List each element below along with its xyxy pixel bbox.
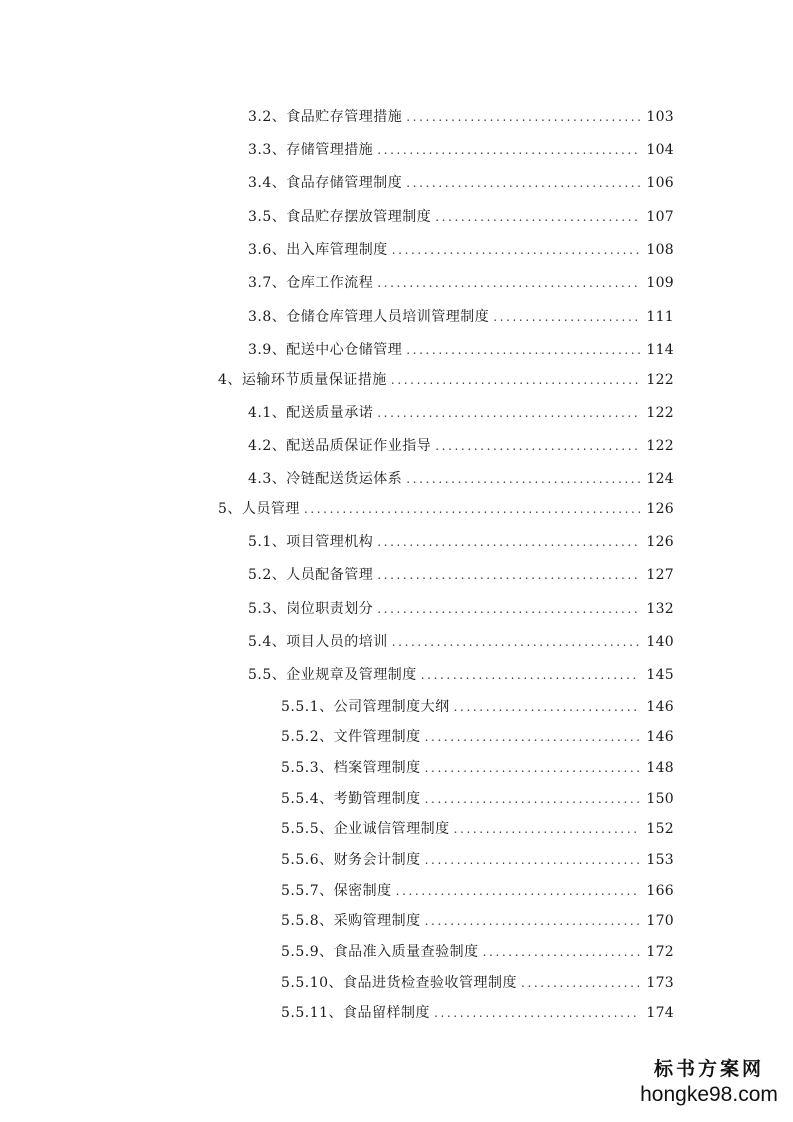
toc-entry[interactable]: [248, 240, 674, 260]
toc-entry-title: 5.4、项目人员的培训: [248, 634, 388, 650]
watermark-site-name: 标书方案网: [653, 1058, 764, 1080]
toc-leader-dots: [483, 942, 641, 962]
toc-entry-title: 3.5、食品贮存摆放管理制度: [248, 209, 432, 225]
toc-entry-page: 107: [646, 209, 674, 225]
toc-entry-title: 5.5.8、采购管理制度: [281, 913, 421, 929]
toc-leader-dots: [377, 599, 640, 619]
toc-entry-title: 5.5、企业规章及管理制度: [248, 667, 417, 683]
toc-leader-dots: [425, 789, 641, 809]
toc-entry-title: 3.8、仓储仓库管理人员培训管理制度: [248, 309, 490, 325]
toc-entry[interactable]: [248, 107, 674, 127]
toc-entry-title: 5、人员管理: [218, 501, 300, 517]
toc-leader-dots: [425, 758, 641, 778]
toc-entry-title: 5.5.10、食品进货检查验收管理制度: [281, 975, 518, 991]
toc-leader-dots: [425, 727, 641, 747]
toc-entry-page: 122: [646, 405, 674, 421]
toc-leader-dots: [377, 140, 640, 160]
toc-entry-page: 122: [646, 438, 674, 454]
toc-leader-dots: [406, 107, 640, 127]
toc-entry-page: 126: [646, 534, 674, 550]
toc-entry-page: 146: [646, 699, 674, 715]
toc-entry-title: 3.4、食品存储管理制度: [248, 175, 403, 191]
toc-entry-page: 152: [646, 821, 674, 837]
toc-entry[interactable]: [218, 370, 674, 390]
toc-entry-page: 174: [646, 1005, 674, 1021]
toc-entry-title: 5.5.2、文件管理制度: [281, 729, 421, 745]
site-watermark: [639, 1056, 779, 1116]
toc-leader-dots: [391, 370, 640, 390]
toc-leader-dots: [406, 469, 640, 489]
toc-entry[interactable]: [281, 850, 674, 870]
toc-entry-page: 146: [646, 729, 674, 745]
toc-entry-title: 5.2、人员配备管理: [248, 567, 374, 583]
toc-entry-title: 5.5.11、食品留样制度: [281, 1005, 431, 1021]
toc-entry[interactable]: [281, 942, 674, 962]
toc-entry[interactable]: [248, 532, 674, 552]
toc-entry-page: 166: [646, 883, 674, 899]
toc-entry-title: 5.3、岗位职责划分: [248, 601, 374, 617]
toc-entry-page: 153: [646, 852, 674, 868]
toc-entry-title: 5.5.3、档案管理制度: [281, 760, 421, 776]
toc-entry-page: 109: [646, 275, 674, 291]
toc-entry-title: 5.5.4、考勤管理制度: [281, 791, 421, 807]
toc-entry-title: 4.3、冷链配送货运体系: [248, 471, 403, 487]
toc-leader-dots: [435, 436, 640, 456]
toc-entry[interactable]: [248, 599, 674, 619]
toc-leader-dots: [425, 850, 641, 870]
toc-entry[interactable]: [248, 403, 674, 423]
toc-entry[interactable]: [248, 340, 674, 360]
toc-leader-dots: [377, 403, 640, 423]
toc-entry-title: 3.9、配送中心仓储管理: [248, 342, 403, 358]
toc-entry-title: 5.5.9、食品准入质量查验制度: [281, 944, 479, 960]
toc-leader-dots: [377, 532, 640, 552]
toc-leader-dots: [421, 665, 641, 685]
toc-entry[interactable]: [248, 173, 674, 193]
toc-entry-page: 132: [646, 601, 674, 617]
toc-entry-page: 104: [646, 142, 674, 158]
toc-leader-dots: [434, 1003, 640, 1023]
toc-entry-page: 145: [646, 667, 674, 683]
toc-entry-page: 127: [646, 567, 674, 583]
toc-entry-page: 172: [646, 944, 674, 960]
toc-entry-page: 111: [646, 309, 674, 325]
toc-entry-page: 173: [646, 975, 674, 991]
toc-entry[interactable]: [218, 499, 674, 519]
toc-leader-dots: [521, 973, 640, 993]
toc-leader-dots: [406, 173, 640, 193]
toc-entry-title: 3.3、存储管理措施: [248, 142, 374, 158]
toc-entry-page: 148: [646, 760, 674, 776]
toc-entry-title: 5.5.7、保密制度: [281, 883, 392, 899]
toc-entry[interactable]: [281, 819, 674, 839]
toc-entry-title: 5.5.1、公司管理制度大纲: [281, 699, 450, 715]
toc-entry[interactable]: [248, 469, 674, 489]
watermark-url: hongke98.com: [640, 1083, 778, 1106]
toc-leader-dots: [454, 697, 641, 717]
toc-leader-dots: [304, 499, 640, 519]
toc-leader-dots: [454, 819, 641, 839]
toc-entry-page: 114: [646, 342, 674, 358]
toc-entry-page: 106: [646, 175, 674, 191]
toc-entry-page: 122: [646, 372, 674, 388]
toc-entry-title: 3.6、出入库管理制度: [248, 242, 388, 258]
toc-entry-title: 5.5.5、企业诚信管理制度: [281, 821, 450, 837]
toc-leader-dots: [392, 632, 641, 652]
toc-entry[interactable]: [281, 727, 674, 747]
toc-entry[interactable]: [248, 273, 674, 293]
toc-entry[interactable]: [248, 632, 674, 652]
toc-leader-dots: [377, 273, 640, 293]
toc-entry-title: 5.5.6、财务会计制度: [281, 852, 421, 868]
toc-entry-page: 103: [646, 109, 674, 125]
toc-entry-title: 3.7、仓库工作流程: [248, 275, 374, 291]
toc-leader-dots: [406, 340, 640, 360]
toc-leader-dots: [435, 207, 640, 227]
toc-entry[interactable]: [248, 207, 674, 227]
toc-entry-title: 3.2、食品贮存管理措施: [248, 109, 403, 125]
toc-entry[interactable]: [248, 307, 674, 327]
toc-entry-page: 124: [646, 471, 674, 487]
toc-entry[interactable]: [281, 973, 674, 993]
toc-entry[interactable]: [281, 758, 674, 778]
toc-leader-dots: [493, 307, 640, 327]
toc-entry-title: 4、运输环节质量保证措施: [218, 372, 387, 388]
toc-leader-dots: [425, 911, 641, 931]
toc-entry[interactable]: [281, 1003, 674, 1023]
toc-leader-dots: [396, 881, 641, 901]
toc-entry-title: 4.2、配送品质保证作业指导: [248, 438, 432, 454]
toc-entry[interactable]: [281, 697, 674, 717]
toc-entry[interactable]: [248, 665, 674, 685]
toc-entry-page: 140: [646, 634, 674, 650]
toc-entry[interactable]: [248, 140, 674, 160]
toc-entry[interactable]: [248, 565, 674, 585]
toc-entry-page: 108: [646, 242, 674, 258]
toc-entry[interactable]: [248, 436, 674, 456]
toc-entry[interactable]: [281, 881, 674, 901]
toc-entry-title: 4.1、配送质量承诺: [248, 405, 374, 421]
toc-entry-page: 170: [646, 913, 674, 929]
toc-entry[interactable]: [281, 789, 674, 809]
toc-entry-page: 126: [646, 501, 674, 517]
toc-entry[interactable]: [281, 911, 674, 931]
toc-entry-page: 150: [646, 791, 674, 807]
toc-leader-dots: [377, 565, 640, 585]
toc-leader-dots: [392, 240, 641, 260]
toc-entry-title: 5.1、项目管理机构: [248, 534, 374, 550]
